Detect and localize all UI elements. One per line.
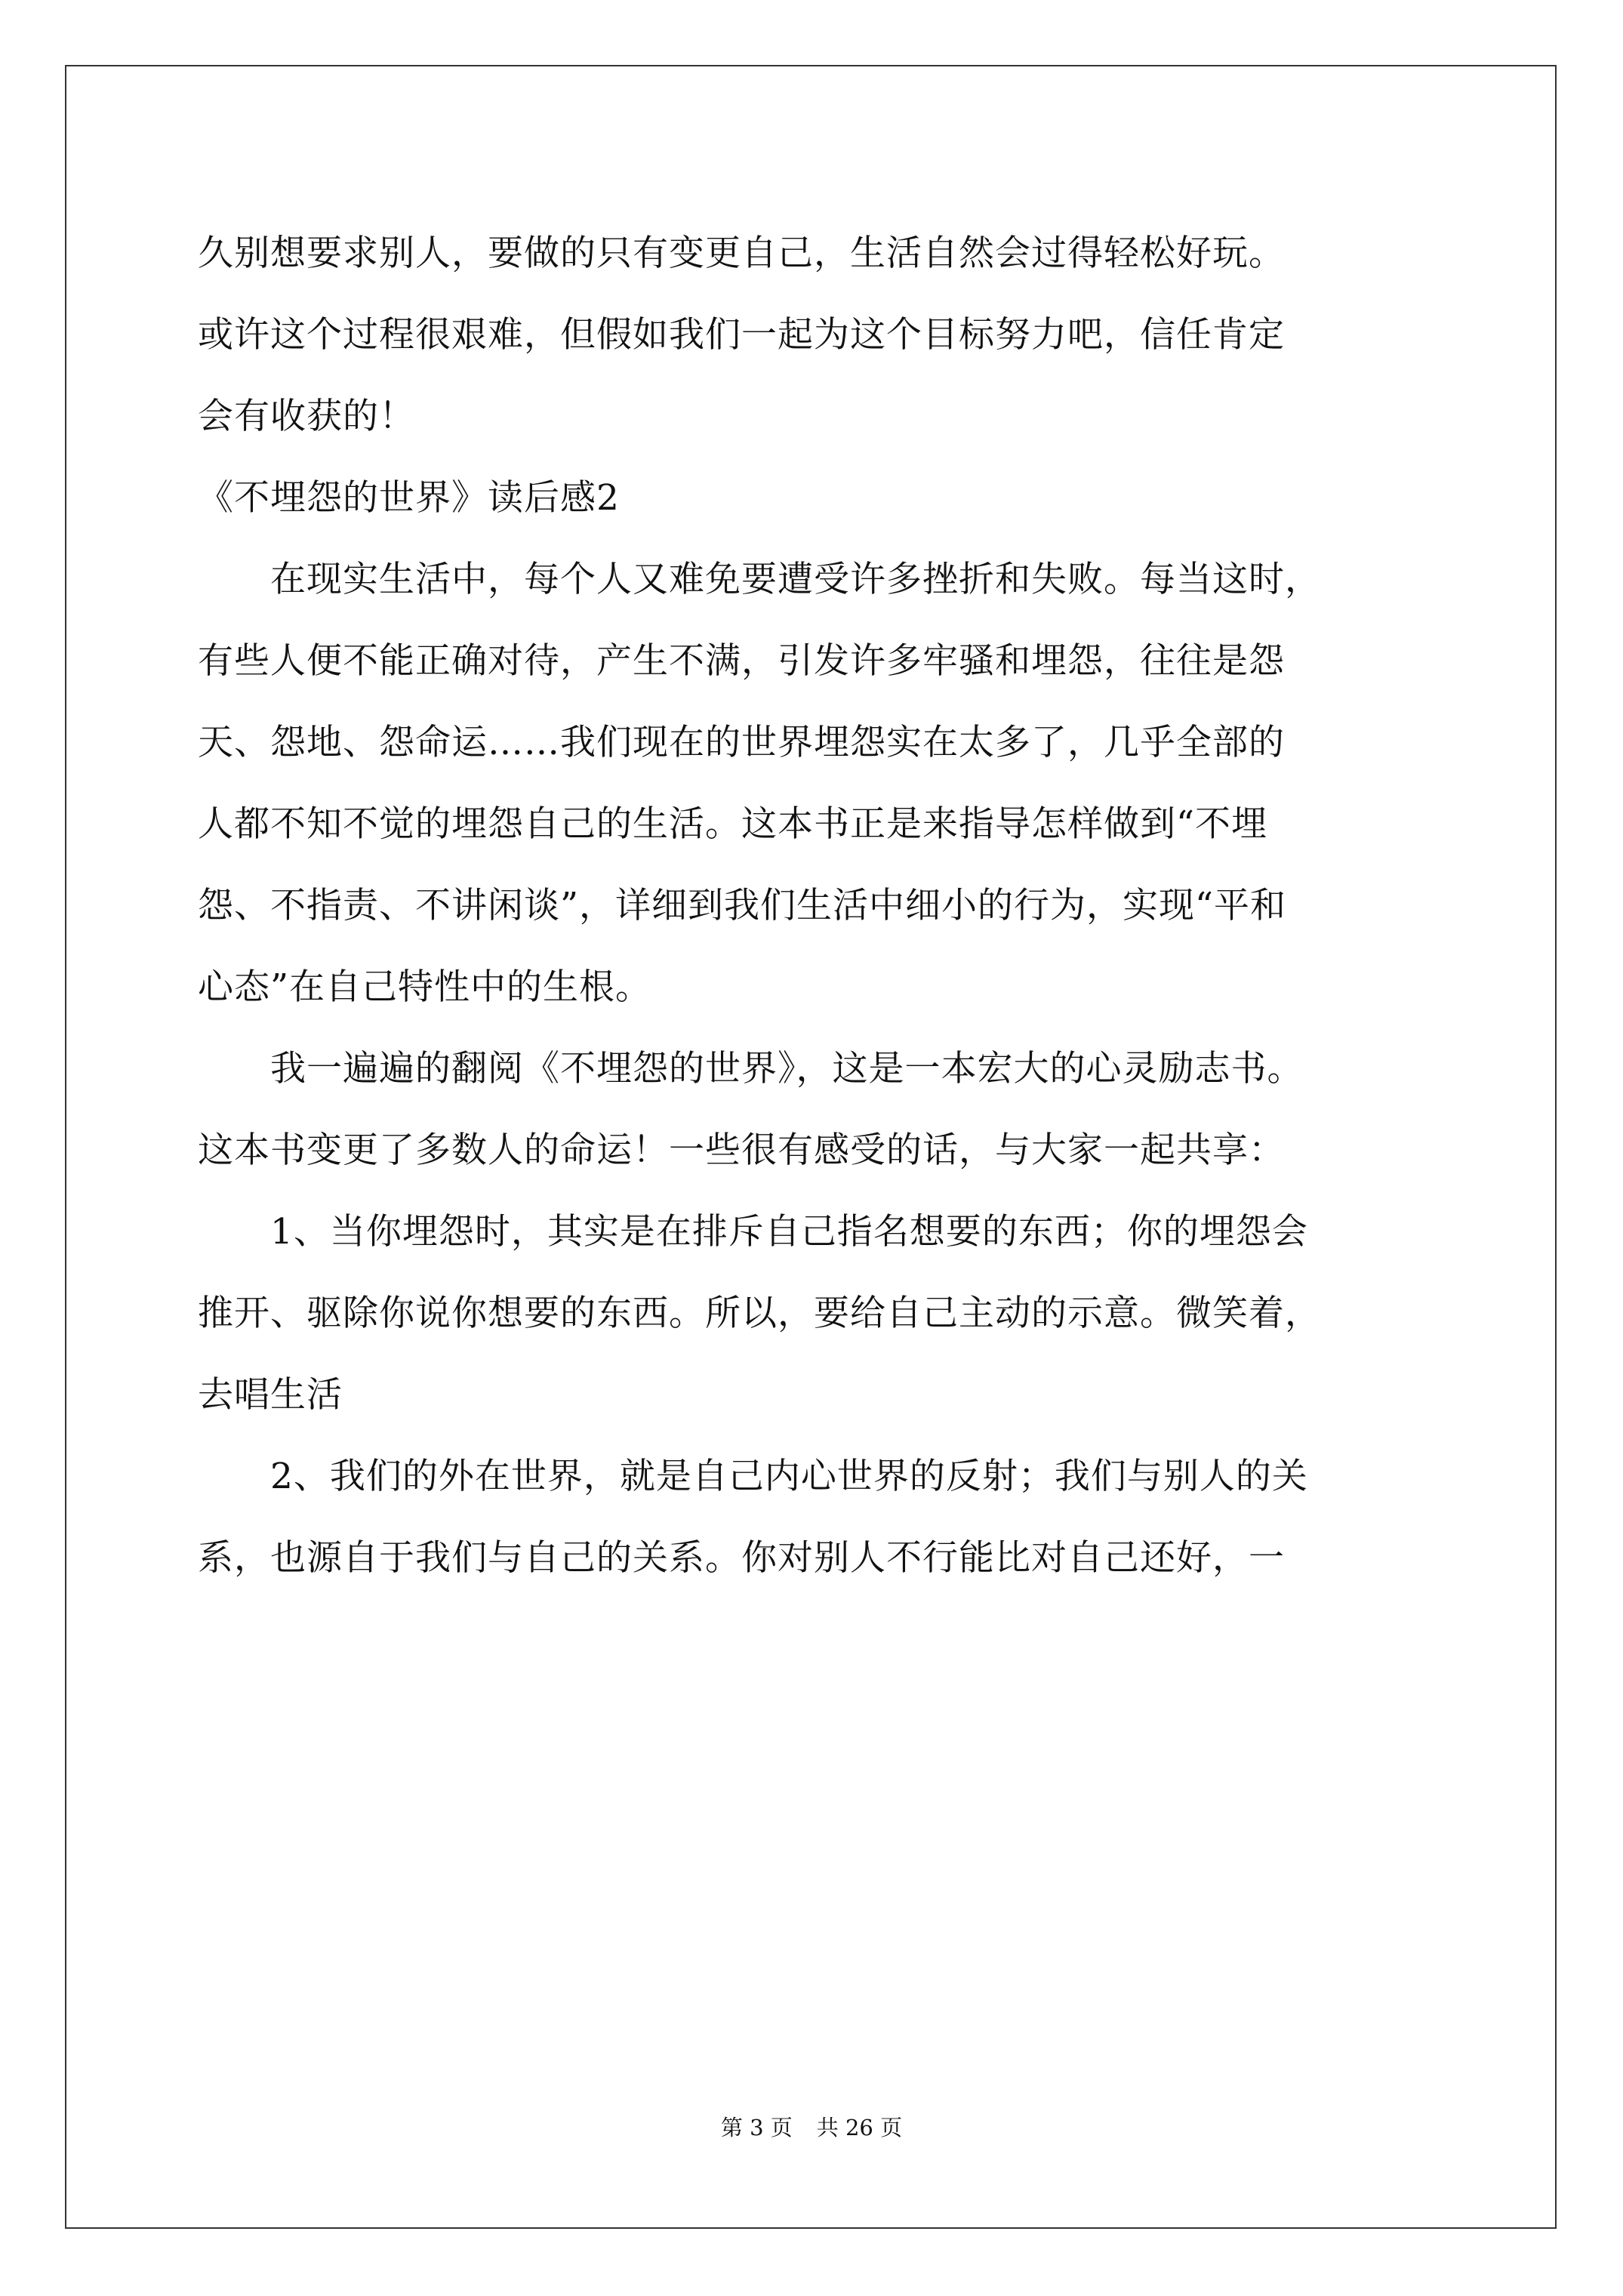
document-body <box>198 213 1436 1599</box>
text-line-1: 久别想要求别人，要做的只有变更自己，生活自然会过得轻松好玩。 <box>198 233 1285 274</box>
text-line-9: 怨、不指责、不讲闲谈”，详细到我们生活中细小的行为，实现“平和 <box>198 885 1287 926</box>
section-heading: 《不埋怨的世界》读后感2 <box>198 477 620 519</box>
text-line-15: 去唱生活 <box>198 1374 343 1416</box>
text-line-12: 这本书变更了多数人的命运！一些很有感受的话，与大家一起共享： <box>198 1130 1285 1171</box>
page-total: 共 26 页 <box>816 2115 903 2140</box>
text-line-3: 会有收获的！ <box>198 396 415 437</box>
text-line-2: 或许这个过程很艰难，但假如我们一起为这个目标努力吧，信任肯定 <box>198 314 1285 356</box>
text-line-11: 我一遍遍的翻阅《不埋怨的世界》，这是一本宏大的心灵励志书。 <box>198 1048 1304 1089</box>
text-line-10: 心态”在自己特性中的生根。 <box>198 966 652 1008</box>
text-line-6: 有些人便不能正确对待，产生不满，引发许多牢骚和埋怨，往往是怨 <box>198 640 1285 682</box>
text-line-7: 天、怨地、怨命运……我们现在的世界埋怨实在太多了，几乎全部的 <box>198 722 1285 763</box>
page-number: 第 3 页 <box>720 2115 793 2140</box>
text-line-13: 1、当你埋怨时，其实是在排斥自己指名想要的东西；你的埋怨会 <box>198 1211 1308 1253</box>
text-line-16: 2、我们的外在世界，就是自己内心世界的反射；我们与别人的关 <box>198 1456 1308 1497</box>
text-line-5: 在现实生活中，每个人又难免要遭受许多挫折和失败。每当这时， <box>198 559 1321 600</box>
page-footer <box>0 2113 1623 2143</box>
text-line-17: 系，也源自于我们与自己的关系。你对别人不行能比对自己还好，一 <box>198 1537 1285 1579</box>
text-line-8: 人都不知不觉的埋怨自己的生活。这本书正是来指导怎样做到“不埋 <box>198 803 1268 845</box>
text-line-14: 推开、驱除你说你想要的东西。所以，要给自己主动的示意。微笑着， <box>198 1293 1321 1334</box>
